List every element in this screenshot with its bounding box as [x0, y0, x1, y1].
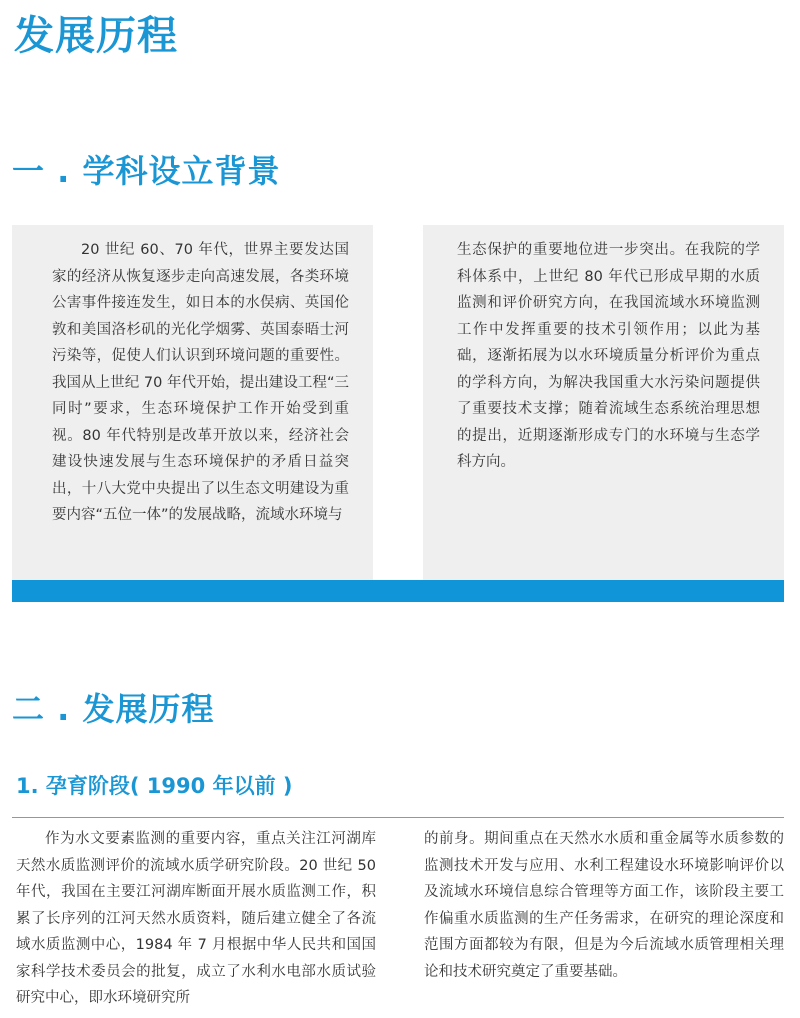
subsection-heading-stage1: 1. 孕育阶段( 1990 年以前 ): [16, 774, 293, 798]
stage1-paragraph-left: 作为水文要素监测的重要内容，重点关注江河湖库天然水质监测评价的流域水质学研究阶段。20 世纪 50 年代，我国在主要江河湖库断面开展水质监测工作，积累了长序列的江河天然水质资料，随后建立健全了各流域水质监测中心，1984 年 7 月根据中华人民共和国国家科学技术委员会的批复，成立了水利水电部水质试验研究中心，即水环境研究所: [16, 831, 376, 1006]
section-divider-bar: [12, 580, 784, 602]
page-title: 发展历程: [14, 13, 178, 59]
stage1-column-right: [424, 826, 784, 985]
stage1-paragraph-right: 的前身。期间重点在天然水水质和重金属等水质参数的监测技术开发与应用、水利工程建设水环境影响评价以及流域水环境信息综合管理等方面工作，该阶段主要工作偏重水质监测的生产任务需求，在研究的理论深度和范围方面都较为有限，但是为今后流域水质管理相关理论和技术研究奠定了重要基础。: [424, 831, 784, 980]
section-heading-history: 二 . 发展历程: [12, 690, 215, 728]
section-heading-background: 一 . 学科设立背景: [12, 152, 281, 190]
background-paragraph-right: 生态保护的重要地位进一步突出。在我院的学科体系中，上世纪 80 年代已形成早期的水质监测和评价研究方向，在我国流域水环境监测工作中发挥重要的技术引领作用；以此为基础，逐渐拓展为以水环境质量分析评价为重点的学科方向，为解决我国重大水污染问题提供了重要技术支撑；随着流域生态系统治理思想的提出，近期逐渐形成专门的水环境与生态学科方向。: [457, 242, 760, 470]
background-text-box-right: [423, 225, 784, 580]
background-text-box-left: [12, 225, 373, 580]
stage1-column-left: [14, 826, 376, 1012]
background-paragraph-left: 20 世纪 60、70 年代，世界主要发达国家的经济从恢复逐步走向高速发展，各类环境公害事件接连发生，如日本的水俣病、英国伦敦和美国洛杉矶的光化学烟雾、英国泰晤士河污染等，促使人们认识到环境问题的重要性。我国从上世纪 70 年代开始，提出建设工程“三同时”要求，生态环境保护工作开始受到重视。80 年代特别是改革开放以来，经济社会建设快速发展与生态环境保护的矛盾日益突出，十八大党中央提出了以生态文明建设为重要内容“五位一体”的发展战略，流域水环境与: [52, 242, 349, 523]
subsection-divider-line: [12, 817, 784, 818]
